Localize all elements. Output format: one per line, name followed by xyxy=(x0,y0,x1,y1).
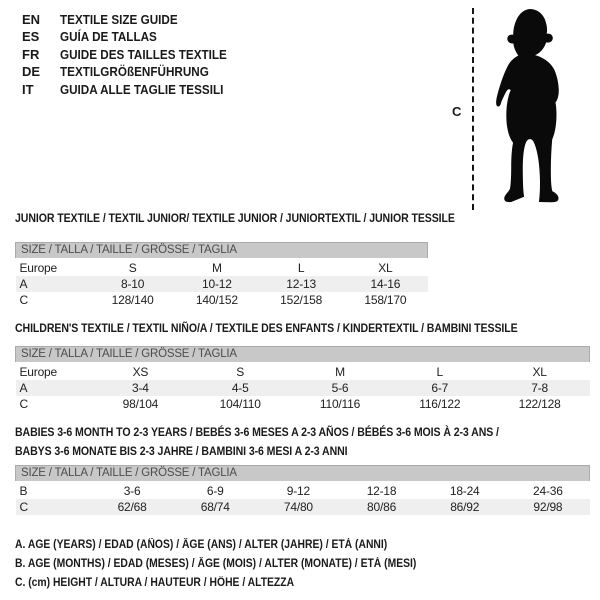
size-header-bar: SIZE / TALLA / TAILLE / GRÖSSE / TAGLIA xyxy=(16,466,590,483)
section-heading-babies-line2: BABYS 3-6 MONATE BIS 2-3 JAHRE / BAMBINI 3-6 MESI A 2-3 ANNI xyxy=(15,444,348,458)
size-header-bar: SIZE / TALLA / TAILLE / GRÖSSE / TAGLIA xyxy=(16,243,428,260)
size-header-row xyxy=(16,466,590,483)
guide-title-de: TEXTILGRÖßENFÜHRUNG xyxy=(60,64,209,80)
language-code: IT xyxy=(22,81,34,97)
table-row-c xyxy=(16,499,590,515)
row-label: A xyxy=(19,381,28,395)
legend-line-b: B. AGE (MONTHS) / EDAD (MESES) / ÂGE (MOIS) / ALTER (MONATE) / ETÀ (MESI) xyxy=(15,558,417,570)
size-cell: 98/104 xyxy=(122,397,159,411)
size-cell: 14-16 xyxy=(370,277,401,291)
row-label: B xyxy=(19,484,28,498)
height-measure-line xyxy=(472,8,474,210)
size-cell: 158/170 xyxy=(364,293,407,307)
height-measure-label: C xyxy=(452,104,462,119)
size-cell: XS xyxy=(132,365,149,379)
size-cell: 6-7 xyxy=(431,381,449,395)
size-header-bar: SIZE / TALLA / TAILLE / GRÖSSE / TAGLIA xyxy=(16,347,590,364)
table-row-a xyxy=(16,380,590,396)
size-cell: S xyxy=(128,261,137,275)
language-row-fr xyxy=(22,46,245,63)
language-code: ES xyxy=(22,29,40,45)
children-size-table xyxy=(15,346,590,412)
size-cell: 3-6 xyxy=(123,484,141,498)
size-cell: 18-24 xyxy=(449,484,480,498)
language-row-es xyxy=(22,28,245,45)
size-cell: 6-9 xyxy=(206,484,224,498)
size-cell: M xyxy=(211,261,222,275)
language-row-de xyxy=(22,63,245,80)
section-heading-children: CHILDREN'S TEXTILE / TEXTIL NIÑO/A / TEXTILE DES ENFANTS / KINDERTEXTIL / BAMBINI TESSILE xyxy=(15,321,518,335)
size-cell: 104/110 xyxy=(219,397,261,411)
guide-title-fr: GUIDE DES TAILLES TEXTILE xyxy=(60,46,227,62)
size-cell: 7-8 xyxy=(531,381,548,395)
size-header-row xyxy=(16,243,428,260)
size-cell: 10-12 xyxy=(202,277,232,291)
size-cell: XL xyxy=(378,261,393,275)
language-title-list xyxy=(22,11,245,98)
guide-title-en: TEXTILE SIZE GUIDE xyxy=(60,12,178,27)
section-heading-junior: JUNIOR TEXTILE / TEXTIL JUNIOR/ TEXTILE JUNIOR / JUNIORTEXTIL / JUNIOR TESSILE xyxy=(15,211,455,225)
size-cell: XL xyxy=(532,365,547,379)
toddler-silhouette-icon xyxy=(486,7,570,204)
guide-title-it: GUIDA ALLE TAGLIE TESSILI xyxy=(60,81,224,97)
size-cell: 12-13 xyxy=(286,277,316,291)
size-cell: 5-6 xyxy=(331,381,349,395)
row-label: Europe xyxy=(19,261,57,275)
size-cell: 122/128 xyxy=(518,397,561,411)
table-row-europe xyxy=(16,363,590,380)
guide-title-es: GUÍA DE TALLAS xyxy=(60,29,157,45)
size-header-row xyxy=(16,347,590,364)
language-code: FR xyxy=(22,46,40,62)
language-code: DE xyxy=(22,64,41,80)
size-cell: 24-36 xyxy=(533,484,563,498)
size-cell: 140/152 xyxy=(195,293,238,307)
table-row-b xyxy=(16,482,590,499)
size-cell: 8-10 xyxy=(121,277,145,291)
size-cell: 74/80 xyxy=(283,500,313,514)
size-cell: L xyxy=(436,365,444,379)
size-cell: 68/74 xyxy=(200,500,230,514)
row-label: C xyxy=(19,293,28,307)
size-cell: 62/68 xyxy=(117,500,147,514)
size-cell: 86/92 xyxy=(450,500,480,514)
size-cell: 110/116 xyxy=(319,397,361,411)
language-row-en xyxy=(22,11,245,28)
measure-legend xyxy=(15,536,461,593)
size-cell: S xyxy=(236,365,245,379)
section-heading-babies-line1: BABIES 3-6 MONTH TO 2-3 YEARS / BEBÉS 3-6 MESES A 2-3 AÑOS / BÉBÉS 3-6 MOIS À 2-3 ANS / xyxy=(15,425,499,439)
junior-size-table xyxy=(15,242,428,308)
size-cell: 12-18 xyxy=(366,484,397,498)
size-cell: 9-12 xyxy=(286,484,310,498)
size-cell: L xyxy=(297,261,305,275)
table-row-c xyxy=(16,396,590,412)
table-row-europe xyxy=(16,259,428,276)
size-cell: 3-4 xyxy=(132,381,149,395)
table-row-c xyxy=(16,292,428,308)
row-label: A xyxy=(19,277,28,291)
size-cell: 4-5 xyxy=(231,381,249,395)
size-cell: M xyxy=(335,365,345,379)
size-cell: 152/158 xyxy=(280,293,323,307)
language-row-it xyxy=(22,81,245,98)
size-cell: 128/140 xyxy=(111,293,154,307)
row-label: Europe xyxy=(19,365,57,379)
row-label: C xyxy=(19,397,28,411)
legend-line-c: C. (cm) HEIGHT / ALTURA / HAUTEUR / HÖHE / ALTEZZA xyxy=(15,577,295,589)
size-cell: 92/98 xyxy=(533,500,563,514)
row-label: C xyxy=(19,500,28,514)
legend-line-a: A. AGE (YEARS) / EDAD (AÑOS) / ÂGE (ANS) / ALTER (JAHRE) / ETÀ (ANNI) xyxy=(15,539,388,551)
size-cell: 116/122 xyxy=(419,397,461,411)
size-cell: 80/86 xyxy=(367,500,397,514)
language-code: EN xyxy=(22,12,41,27)
table-row-a xyxy=(16,276,428,292)
babies-size-table xyxy=(15,465,590,515)
